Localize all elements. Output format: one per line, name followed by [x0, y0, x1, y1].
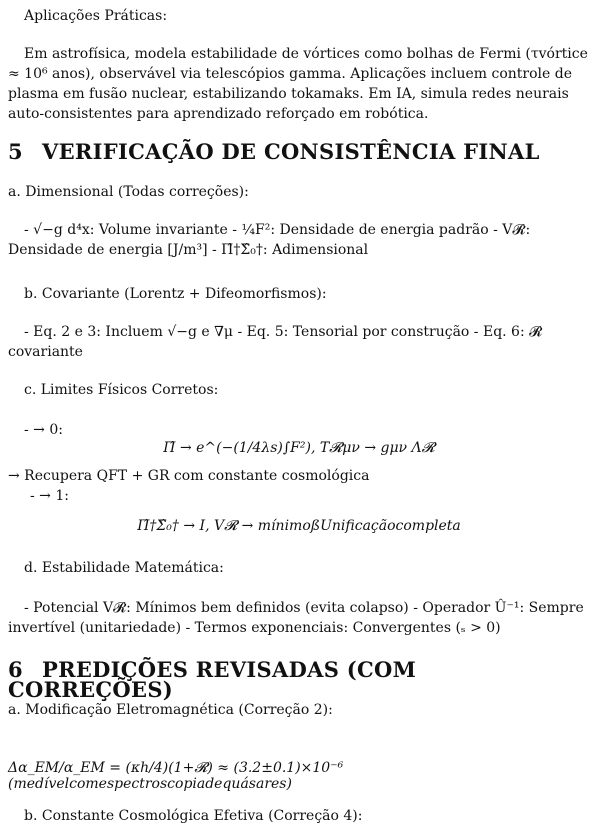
equation-5c-1: Π̂ → e^(−(1/4λs)∫F²), T𝓡μν → gμν Λ𝓡 — [163, 440, 435, 456]
text-5a: - √−g d⁴x: Volume invariante - ¼F²: Densidade de energia padrão - V𝓡: Densidade de energia [J/m³] - Π̂†Σ̂₀†: Adimensional — [8, 222, 531, 258]
equation-6a: Δα_EM/α_EM = (κh/4)(1+𝓡) ≈ (3.2±0.1)×10⁻⁶ (medívelcomespectroscopiadequásares) — [8, 760, 344, 792]
text-5d: - Potencial V𝓡: Mínimos bem definidos (evita colapso) - Operador Û⁻¹: Sempre invertível (unitariedade) - Termos exponenciais: Convergentes (ₛ > 0) — [8, 600, 584, 636]
label-5d: d. Estabilidade Matemática: — [24, 560, 224, 576]
section-5-heading: 5 VERIFICAÇÃO DE CONSISTÊNCIA FINAL — [8, 139, 540, 164]
label-6a: a. Modificação Eletromagnética (Correção 2): — [8, 702, 333, 718]
text-5b: - Eq. 2 e 3: Incluem √−g e ∇μ - Eq. 5: Tensorial por construção - Eq. 6: 𝓡 covariante — [8, 324, 543, 360]
item-5c-1: - → 0: — [24, 422, 63, 438]
item-5c-2: - → 1: — [30, 488, 69, 504]
label-5a: a. Dimensional (Todas correções): — [8, 184, 249, 200]
text-5c-after: → Recupera QFT + GR com constante cosmológica — [8, 468, 370, 484]
heading-aplicacoes: Aplicações Práticas: — [24, 8, 168, 24]
label-5c: c. Limites Físicos Corretos: — [24, 382, 219, 398]
equation-5c-2: Π̂†Σ̂₀† → I, V𝓡 → mínimoßUnificaçãocompleta — [137, 518, 461, 534]
label-6b: b. Constante Cosmológica Efetiva (Correção 4): — [24, 808, 363, 824]
label-5b: b. Covariante (Lorentz + Difeomorfismos): — [24, 286, 327, 302]
section-6-heading: 6 PREDIÇÕES REVISADAS (COM CORREÇÕES) — [8, 657, 417, 702]
paragraph-aplicacoes: Em astrofísica, modela estabilidade de vórtices como bolhas de Fermi (τvórtice ≈ 10⁶ anos), observável via telescópios gamma. Aplicações incluem controle de plasma em fusão nuclear, estabilizando tokamaks. Em IA, simula redes neurais auto-consistentes para aprendizado reforçado em robótica. — [8, 46, 588, 122]
